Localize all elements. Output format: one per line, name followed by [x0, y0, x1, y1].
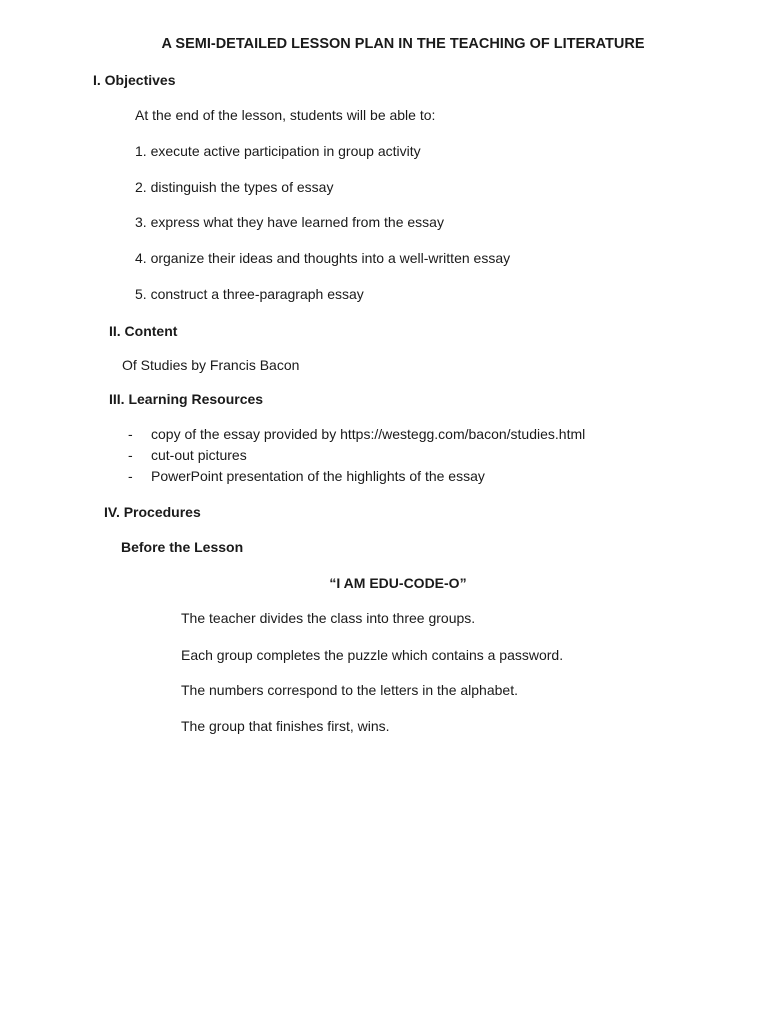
list-bullet: -: [128, 468, 133, 484]
resource-item: PowerPoint presentation of the highlights of the essay: [151, 468, 485, 484]
list-bullet: -: [128, 447, 133, 463]
objective-item: 3. express what they have learned from the essay: [135, 214, 444, 230]
list-bullet: -: [128, 426, 133, 442]
resource-item: cut-out pictures: [151, 447, 247, 463]
objective-item: 4. organize their ideas and thoughts into a well-written essay: [135, 250, 511, 266]
content-text: Of Studies by Francis Bacon: [122, 357, 300, 373]
objective-item: 1. execute active participation in group activity: [135, 143, 421, 159]
objective-item: 2. distinguish the types of essay: [135, 179, 334, 195]
procedures-subheading: Before the Lesson: [121, 539, 244, 555]
procedure-step: Each group completes the puzzle which contains a password.: [181, 647, 564, 663]
procedure-step: The teacher divides the class into three groups.: [181, 610, 476, 626]
procedure-step: The group that finishes first, wins.: [181, 718, 390, 734]
resource-item: copy of the essay provided by https://westegg.com/bacon/studies.html: [151, 426, 586, 442]
document-title: A SEMI-DETAILED LESSON PLAN IN THE TEACHING OF LITERATURE: [161, 36, 645, 52]
objective-item: 5. construct a three-paragraph essay: [135, 286, 364, 302]
objectives-heading: I. Objectives: [93, 72, 176, 88]
objectives-intro: At the end of the lesson, students will be able to:: [135, 107, 436, 123]
content-heading: II. Content: [109, 323, 178, 339]
procedures-heading: IV. Procedures: [104, 504, 201, 520]
procedure-step: The numbers correspond to the letters in the alphabet.: [181, 682, 518, 698]
resources-heading: III. Learning Resources: [109, 391, 264, 407]
activity-title: “I AM EDU-CODE-O”: [329, 575, 467, 591]
